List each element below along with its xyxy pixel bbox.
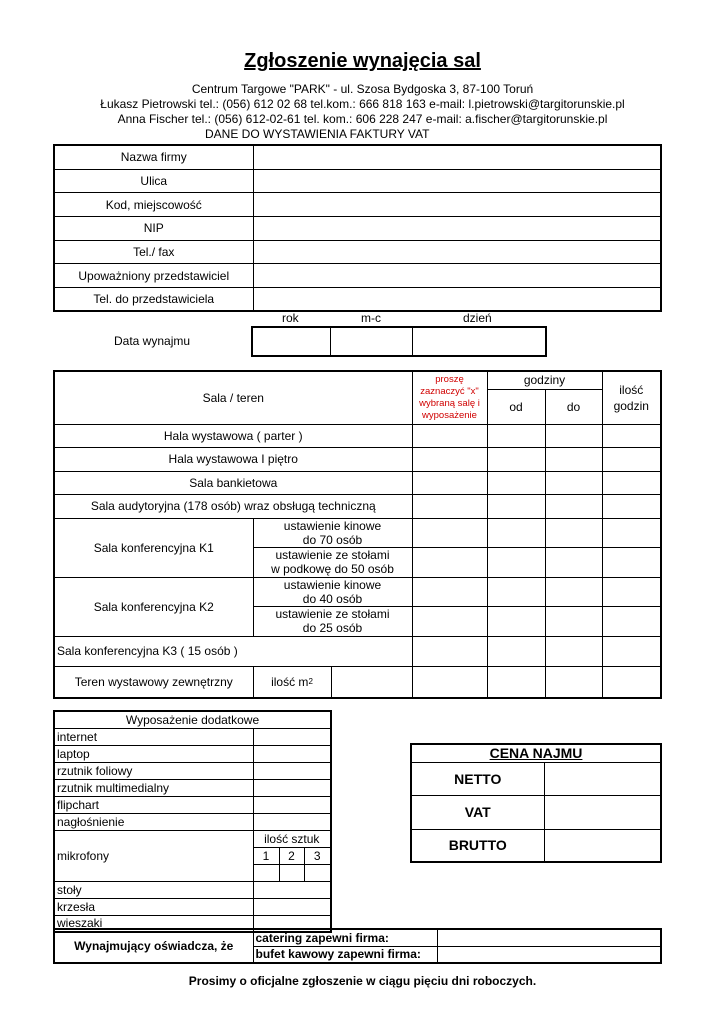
date-day-field[interactable]: [412, 327, 546, 356]
invoice-field-label: NIP: [54, 216, 253, 240]
equipment-qty-field[interactable]: [253, 745, 331, 762]
equipment-item: internet: [54, 728, 253, 745]
equipment-item-microphones: mikrofony: [54, 830, 253, 881]
header-sala: Sala / teren: [54, 371, 412, 424]
coffee-bar-label: bufet kawowy zapewni firma:: [253, 946, 437, 963]
mark-cell[interactable]: [412, 666, 487, 698]
k2-option-tables-line1: ustawienie ze stołami: [275, 607, 390, 621]
hours-cell[interactable]: [602, 666, 661, 698]
equipment-item: wieszaki: [54, 915, 253, 932]
rental-date-label: Data wynajmu: [114, 334, 191, 348]
mark-cell[interactable]: [412, 636, 487, 666]
invoice-field-input[interactable]: [253, 193, 661, 217]
invoice-field-label: Nazwa firmy: [54, 145, 253, 169]
to-cell[interactable]: [545, 471, 602, 494]
hours-cell[interactable]: [602, 547, 661, 577]
footer-note: Prosimy o oficjalne zgłoszenie w ciągu pięciu dni roboczych.: [188, 974, 537, 988]
equipment-qty-field[interactable]: [253, 796, 331, 813]
catering-label: catering zapewni firma:: [253, 929, 437, 946]
header-ilosc-godzin: ilość godzin: [602, 371, 661, 424]
hours-cell[interactable]: [602, 518, 661, 547]
teren-area-cell: [253, 666, 412, 698]
to-cell[interactable]: [545, 577, 602, 606]
to-cell[interactable]: [545, 547, 602, 577]
teren-area-label: [254, 667, 332, 697]
teren-area-sup: 2: [308, 677, 313, 687]
from-cell[interactable]: [487, 447, 545, 471]
mark-cell[interactable]: [412, 447, 487, 471]
date-year-label: rok: [282, 311, 299, 325]
price-table: [410, 743, 662, 863]
equipment-item: flipchart: [54, 796, 253, 813]
from-cell[interactable]: [487, 636, 545, 666]
hours-cell[interactable]: [602, 636, 661, 666]
from-cell[interactable]: [487, 424, 545, 447]
k2-option-cinema: [253, 577, 412, 606]
date-month-label: m-c: [361, 311, 381, 325]
equipment-qty-field[interactable]: [253, 898, 331, 915]
equipment-qty-field[interactable]: [253, 779, 331, 796]
room-audytoryjna: Sala audytoryjna (178 osób) wraz obsługą techniczną: [54, 494, 412, 518]
address-line: Centrum Targowe "PARK" - ul. Szosa Bydgoska 3, 87-100 Toruń: [191, 82, 534, 96]
from-cell[interactable]: [487, 471, 545, 494]
declaration-table: [53, 928, 662, 964]
k2-option-tables: [253, 606, 412, 636]
k1-option-cinema: [253, 518, 412, 547]
from-cell[interactable]: [487, 518, 545, 547]
contact-line-2: Anna Fischer tel.: (056) 612-02-61 tel. kom.: 606 228 247 e-mail: a.fischer@targitorunskie.pl: [117, 112, 608, 126]
room-k2: Sala konferencyjna K2: [54, 577, 253, 636]
teren-area-field[interactable]: [332, 667, 412, 697]
equipment-qty-field[interactable]: [253, 762, 331, 779]
k1-option-tables-line1: ustawienie ze stołami: [275, 548, 390, 562]
hours-cell[interactable]: [602, 447, 661, 471]
equipment-table: [53, 710, 332, 933]
room-hala-parter: Hala wystawowa ( parter ): [54, 424, 412, 447]
equipment-item: nagłośnienie: [54, 813, 253, 830]
invoice-section-heading: DANE DO WYSTAWIENIA FAKTURY VAT: [205, 127, 430, 141]
invoice-field-input[interactable]: [253, 287, 661, 311]
hours-cell[interactable]: [602, 424, 661, 447]
invoice-field-input[interactable]: [253, 169, 661, 193]
price-vat-label: VAT: [411, 795, 544, 829]
microphone-count-option[interactable]: 2: [279, 847, 304, 864]
equipment-qty-field[interactable]: [253, 881, 331, 898]
invoice-field-input[interactable]: [253, 216, 661, 240]
coffee-bar-field[interactable]: [437, 946, 661, 963]
room-teren: Teren wystawowy zewnętrzny: [54, 666, 253, 698]
k1-option-cinema-line2: do 70 osób: [302, 532, 363, 547]
room-k1: Sala konferencyjna K1: [54, 518, 253, 577]
mark-cell[interactable]: [412, 518, 487, 547]
microphones-qty-label: ilość sztuk: [253, 830, 331, 847]
room-hala-pietro: Hala wystawowa I piętro: [54, 447, 412, 471]
room-k3: Sala konferencyjna K3 ( 15 osób ): [54, 636, 412, 666]
from-cell[interactable]: [487, 606, 545, 636]
catering-field[interactable]: [437, 929, 661, 946]
to-cell[interactable]: [545, 447, 602, 471]
header-od: od: [487, 389, 545, 424]
mark-cell[interactable]: [412, 547, 487, 577]
invoice-field-label: Ulica: [54, 169, 253, 193]
invoice-field-label: Tel./ fax: [54, 240, 253, 264]
k1-option-tables: [253, 547, 412, 577]
k2-option-tables-line2: do 25 osób: [302, 621, 363, 635]
invoice-field-label: Upoważniony przedstawiciel: [54, 264, 253, 288]
mark-cell[interactable]: [412, 424, 487, 447]
to-cell[interactable]: [545, 666, 602, 698]
declaration-label: Wynajmujący oświadcza, że: [54, 929, 253, 963]
from-cell[interactable]: [487, 666, 545, 698]
equipment-qty-field[interactable]: [253, 728, 331, 745]
teren-area-text: ilość m: [271, 674, 309, 689]
mark-cell[interactable]: [412, 577, 487, 606]
k1-option-tables-line2: w podkowę do 50 osób: [271, 562, 394, 576]
page-title: Zgłoszenie wynajęcia sal: [244, 50, 481, 72]
to-cell[interactable]: [545, 494, 602, 518]
room-bankietowa: Sala bankietowa: [54, 471, 412, 494]
invoice-field-label: Kod, miejscowość: [54, 193, 253, 217]
price-netto-label: NETTO: [411, 762, 544, 795]
microphone-count-field[interactable]: [304, 864, 331, 881]
price-netto-field[interactable]: [544, 762, 661, 795]
rooms-table: [53, 370, 662, 699]
k2-option-cinema-line2: do 40 osób: [302, 591, 363, 606]
to-cell[interactable]: [545, 518, 602, 547]
date-year-field[interactable]: [252, 327, 330, 356]
invoice-data-table: [53, 144, 662, 312]
invoice-field-label: Tel. do przedstawiciela: [54, 287, 253, 311]
from-cell[interactable]: [487, 577, 545, 606]
invoice-field-input[interactable]: [253, 240, 661, 264]
date-month-field[interactable]: [330, 327, 412, 356]
equipment-header: Wyposażenie dodatkowe: [54, 711, 331, 728]
equipment-item: krzesła: [54, 898, 253, 915]
equipment-item: rzutnik multimedialny: [54, 779, 253, 796]
header-note: proszę zaznaczyć "x" wybraną salę i wyposażenie: [412, 371, 487, 424]
equipment-item: stoły: [54, 881, 253, 898]
microphone-count-field[interactable]: [253, 864, 279, 881]
equipment-item: laptop: [54, 745, 253, 762]
header-do: do: [545, 389, 602, 424]
from-cell[interactable]: [487, 547, 545, 577]
microphone-count-option[interactable]: 3: [304, 847, 331, 864]
price-vat-field[interactable]: [544, 795, 661, 829]
mark-cell[interactable]: [412, 606, 487, 636]
k1-option-cinema-line1: ustawienie kinowe: [283, 518, 382, 533]
price-header: CENA NAJMU: [411, 744, 661, 762]
hours-cell[interactable]: [602, 577, 661, 606]
equipment-qty-field[interactable]: [253, 813, 331, 830]
microphone-count-option[interactable]: 1: [253, 847, 279, 864]
header-godziny: godziny: [487, 371, 602, 389]
invoice-field-input[interactable]: [253, 264, 661, 288]
contact-line-1: Łukasz Pietrowski tel.: (056) 612 02 68 tel.kom.: 666 818 163 e-mail: l.pietrowski@targitorunskie.pl: [100, 97, 625, 111]
from-cell[interactable]: [487, 494, 545, 518]
date-day-label: dzień: [463, 311, 492, 325]
microphone-count-field[interactable]: [279, 864, 304, 881]
to-cell[interactable]: [545, 606, 602, 636]
mark-cell[interactable]: [412, 471, 487, 494]
price-brutto-field[interactable]: [544, 829, 661, 862]
to-cell[interactable]: [545, 636, 602, 666]
price-brutto-label: BRUTTO: [411, 829, 544, 862]
invoice-field-input[interactable]: [253, 145, 661, 169]
mark-cell[interactable]: [412, 494, 487, 518]
to-cell[interactable]: [545, 424, 602, 447]
hours-cell[interactable]: [602, 606, 661, 636]
hours-cell[interactable]: [602, 471, 661, 494]
rental-date-table: [251, 326, 547, 357]
hours-cell[interactable]: [602, 494, 661, 518]
equipment-item: rzutnik foliowy: [54, 762, 253, 779]
k2-option-cinema-line1: ustawienie kinowe: [283, 577, 382, 592]
